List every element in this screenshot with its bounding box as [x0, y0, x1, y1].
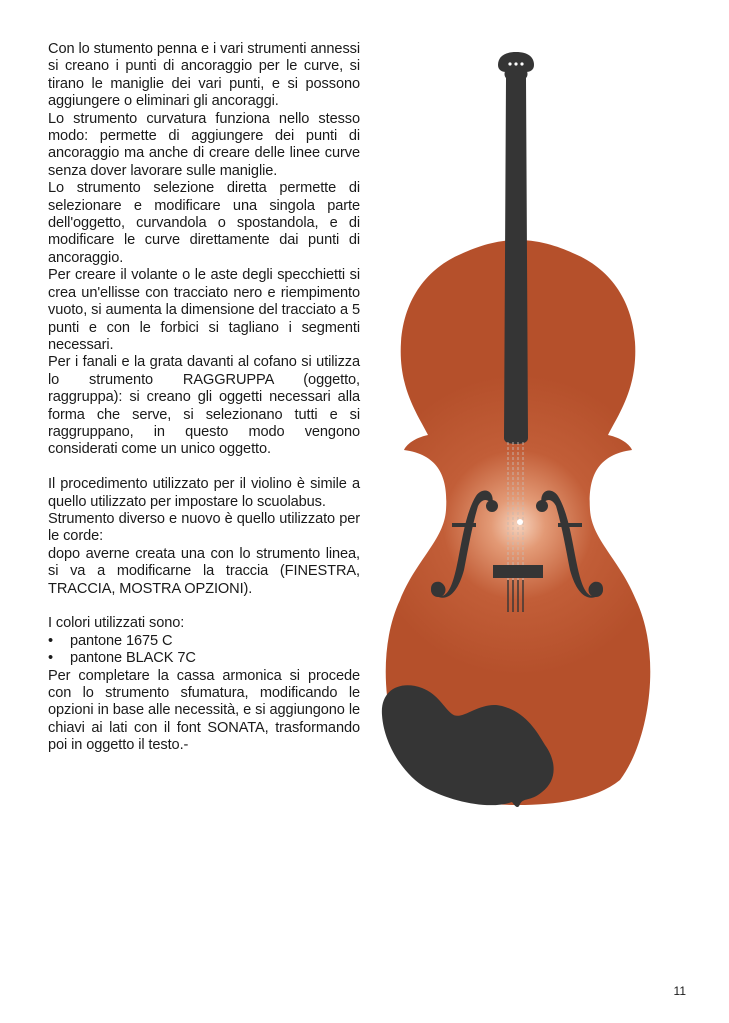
paragraph-violin-process: Il procedimento utilizzato per il violino è simile a quello utilizzato per impostare lo scuolabus.: [48, 476, 360, 510]
colors-list: [48, 633, 360, 668]
list-item: • pantone 1675 C: [48, 633, 360, 650]
paragraph-curvature-tool: Lo strumento curvatura funziona nello stesso modo: permette di aggiungere dei punti di ancoraggio ma anche di creare delle linee curve senza dover lavorare sulle maniglie.: [48, 110, 360, 179]
list-item: • pantone BLACK 7C: [48, 650, 360, 667]
tuning-peg: [520, 62, 523, 65]
violin-bridge: [493, 565, 543, 578]
paragraph-group-tool: Per i fanali e la grata davanti al cofano si utilizza lo strumento RAGGRUPPA (oggetto, raggruppa): si creano gli oggetti necessari alla forma che serve, si selezionano tutti e si raggruppano, in questo modo vengono considerati come un unico oggetto.: [48, 354, 360, 458]
paragraph-line-tool: dopo averne creata una con lo strumento linea, si va a modificarne la traccia (FINESTRA, TRACCIA, MOSTRA OPZIONI).: [48, 545, 360, 597]
spacer: [48, 459, 360, 476]
paragraph-direct-selection: Lo strumento selezione diretta permette di selezionare e modificare una singola parte dell'oggetto, curvandola o spostandola, e di modificare le curve direttamente dai punti di ancoraggio.: [48, 180, 360, 266]
violin-scroll: [498, 52, 534, 72]
paragraph-colors-intro: I colori utilizzati sono:: [48, 615, 185, 632]
page-number: 11: [673, 984, 686, 998]
paragraph-gradient-tool: Per completare la cassa armonica si procede con lo strumento sfumatura, modificando le opzioni in base alle necessità, e si aggiungono le chiavi ai lati con il font SONATA, trasformando poi in oggetto il testo.-: [48, 667, 360, 754]
tuning-peg: [514, 62, 517, 65]
violin-neck: [504, 54, 528, 444]
paragraph-strings-tool: Strumento diverso e nuovo è quello utilizzato per le corde:: [48, 510, 360, 545]
body-text: [48, 41, 360, 755]
tuning-peg: [508, 62, 511, 65]
spacer: [48, 598, 360, 615]
sparkle-icon: [517, 519, 523, 525]
paragraph-ellipse: Per creare il volante o le aste degli specchietti si crea un'ellisse con tracciato nero e riempimento vuoto, si aumenta la dimensione del tracciato a 5 punti e con le forbici si tagliano i segmenti necessari.: [48, 267, 360, 353]
paragraph-pen-tool: Con lo stumento penna e i vari strumenti annessi si creano i punti di ancoraggio per le curve, si tirano le maniglie dei vari punti, e si possono aggiungere o eliminari gli ancoraggi.: [48, 41, 360, 110]
violin-illustration: [370, 40, 670, 820]
